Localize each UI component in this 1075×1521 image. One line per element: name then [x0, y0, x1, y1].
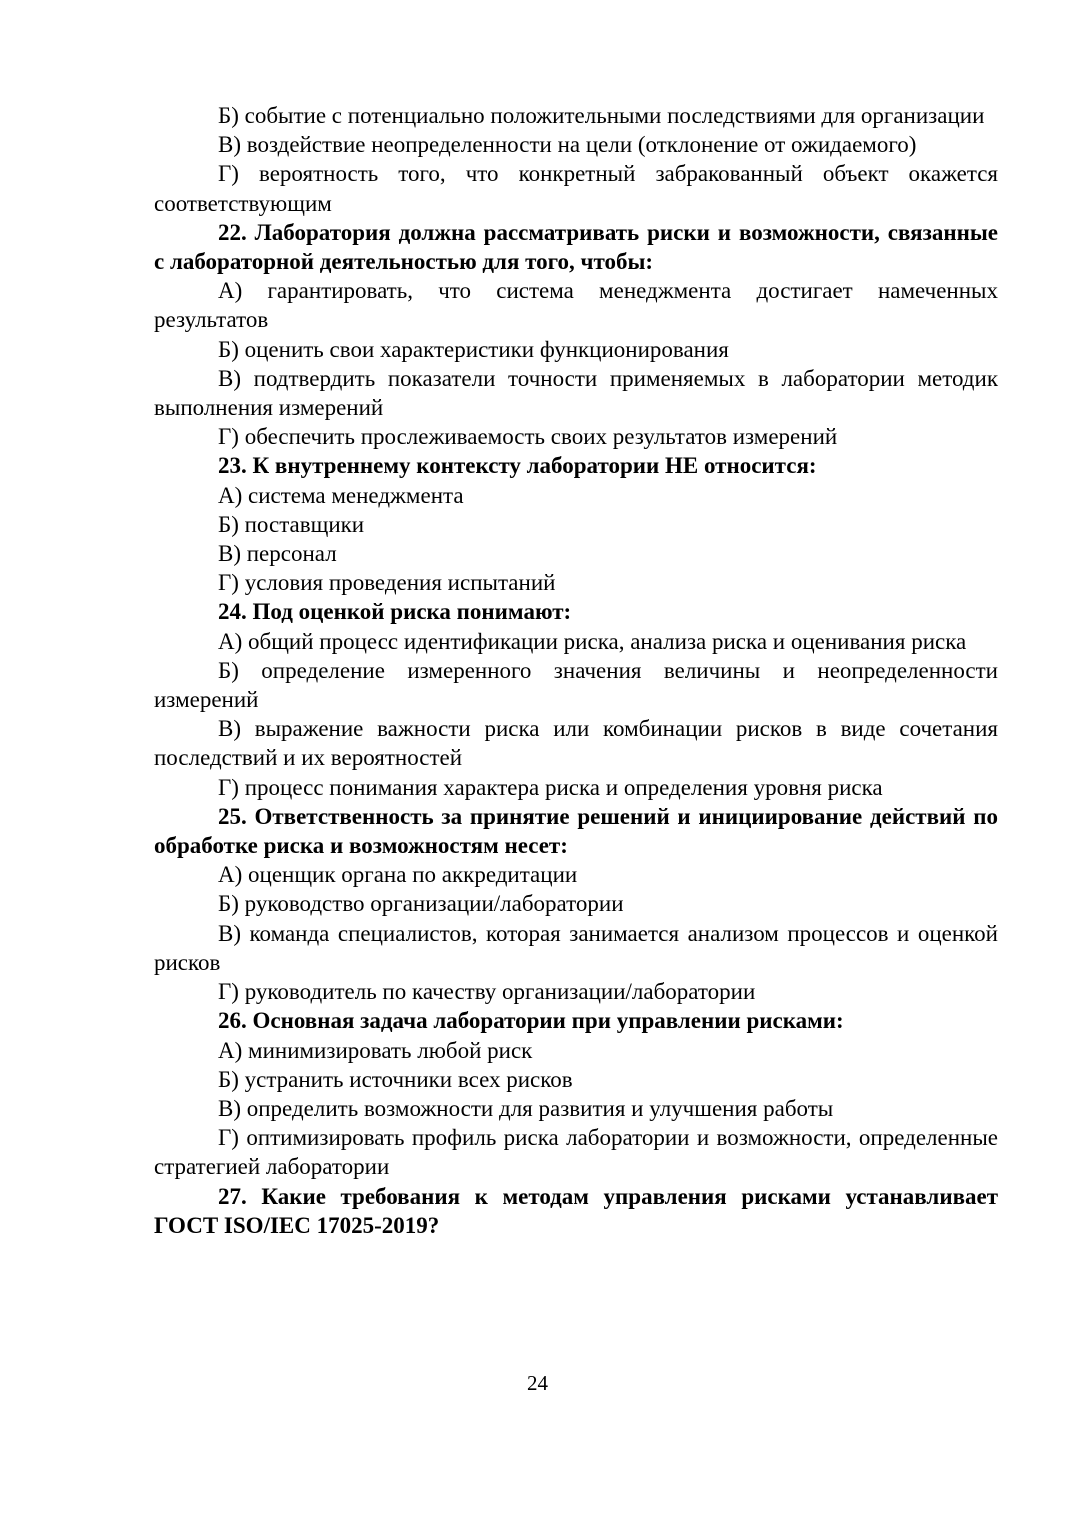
answer-paragraph: Б) руководство организации/лаборатории [218, 891, 624, 917]
question-23: 23. К внутреннему контексту лаборатории НЕ относится: [218, 453, 817, 479]
answer-paragraph: Г) условия проведения испытаний [218, 570, 556, 596]
answer-paragraph: Г) вероятность того, что конкретный забракованный объект окажется соответствующим [154, 161, 998, 216]
question-24: 24. Под оценкой риска понимают: [218, 599, 572, 625]
answer-paragraph: Б) событие с потенциально положительными последствиями для организации [218, 103, 985, 128]
answer-paragraph: В) выражение важности риска или комбинации рисков в виде сочетания последствий и их вероятностей [154, 716, 998, 771]
question-22: 22. Лаборатория должна рассматривать риски и возможности, связанные с лабораторной деятельностью для того, чтобы: [154, 219, 998, 275]
question-26: 26. Основная задача лаборатории при управлении рисками: [218, 1008, 844, 1034]
answer-paragraph: Б) оценить свои характеристики функционирования [218, 336, 729, 362]
answer-paragraph: Б) поставщики [218, 511, 365, 537]
answer-paragraph: А) оценщик органа по аккредитации [218, 862, 578, 888]
answer-paragraph: Г) руководитель по качеству организации/лаборатории [218, 979, 756, 1005]
answer-paragraph: Б) определение измеренного значения величины и неопределенности измерений [154, 657, 998, 713]
answer-paragraph: Г) обеспечить прослеживаемость своих результатов измерений [218, 424, 838, 450]
answer-paragraph: Б) устранить источники всех рисков [218, 1066, 573, 1092]
answer-paragraph: А) общий процесс идентификации риска, анализа риска и оценивания риска [218, 628, 967, 654]
answer-paragraph: В) персонал [218, 541, 337, 567]
answer-paragraph: В) определить возможности для развития и улучшения работы [218, 1095, 834, 1121]
answer-paragraph: В) команда специалистов, которая занимается анализом процессов и оценкой рисков [154, 920, 998, 975]
answer-paragraph: В) воздействие неопределенности на цели (отклонение от ожидаемого) [218, 132, 917, 158]
answer-paragraph: А) система менеджмента [218, 482, 464, 508]
page-number: 24 [527, 1371, 548, 1395]
answer-paragraph: Г) процесс понимания характера риска и определения уровня риска [218, 774, 883, 800]
answer-paragraph: В) подтвердить показатели точности применяемых в лаборатории методик выполнения измерений [154, 365, 998, 421]
question-25: 25. Ответственность за принятие решений и инициирование действий по обработке риска и возможностям несет: [154, 803, 998, 859]
answer-paragraph: А) минимизировать любой риск [218, 1037, 533, 1063]
question-27: 27. Какие требования к методам управления рисками устанавливает ГОСТ ISO/IEC 17025-2019? [154, 1183, 998, 1238]
document-body [154, 101, 998, 1240]
answer-paragraph: А) гарантировать, что система менеджмента достигает намеченных результатов [154, 278, 998, 333]
answer-paragraph: Г) оптимизировать профиль риска лаборатории и возможности, определенные стратегией лаборатории [154, 1125, 998, 1180]
